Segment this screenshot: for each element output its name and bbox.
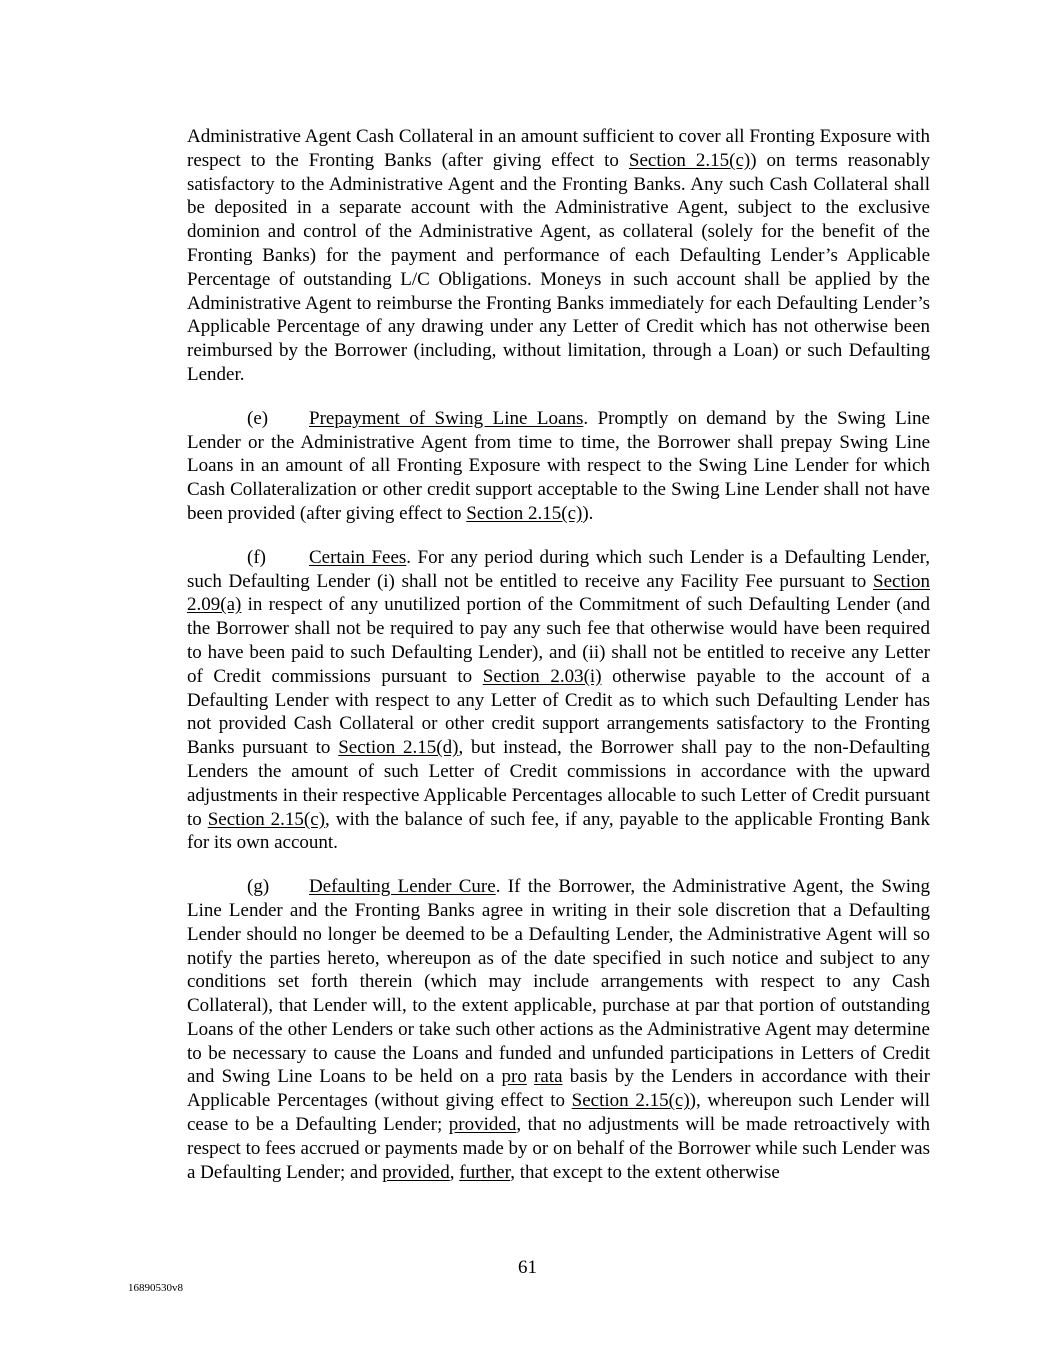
text-run: ) on terms reasonably satisfactory to the Administrative Agent and the Fronting Banks. Any such Cash Collateral shall be deposited in a separate account with the Administrative Agent, subject to the exclusive dominion and control of the Administrative Agent, as collateral (solely for the benefit of the Fronting Banks) for the payment and performance of each Defaulting Lender’s Applicable Percentage of outstanding L/C Obligations. Moneys in such account shall be applied by the Administrative Agent to reimburse the Fronting Banks immediately for each Defaulting Lender’s Applicable Percentage of any drawing under any Letter of Credit which has not otherwise been reimbursed by the Borrower (including, without limitation, through a Loan) or such Defaulting Lender.: [187, 149, 931, 385]
document-id: 16890530v8: [128, 1282, 183, 1294]
paragraph-label: (f): [247, 546, 266, 568]
section-reference: Section 2.15(d): [338, 737, 459, 759]
latin-term-pro: pro: [501, 1066, 527, 1088]
paragraph-heading: Prepayment of Swing Line Loans: [309, 407, 584, 429]
paragraph-label: (e): [247, 407, 269, 429]
section-reference: Section 2.09(a): [187, 570, 930, 616]
text-run: ).: [582, 502, 594, 524]
text-run: . Promptly on demand by the Swing Line Lender or the Administrative Agent from time to time, the Borrower shall prepay Swing Line Loans in an amount of all Fronting Exposure with respect to the Swing Line Lender for which Cash Collateralization or other credit support acceptable to the Swing Line Lender shall not have been provided (after giving effect to: [187, 407, 930, 524]
page-number: 61: [518, 1257, 537, 1278]
section-reference: Section 2.15(c): [628, 149, 751, 171]
text-run: in respect of any unutilized portion of the Commitment of such Defaulting Lender (and the Borrower shall not be required to pay any such fee that otherwise would have been required to have been paid to such Defaulting Lender), and (ii) shall not be entitled to receive any Letter of Credit commissions pursuant to: [187, 594, 930, 687]
text-run: [527, 1066, 534, 1087]
section-reference: Section 2.03(i): [482, 665, 602, 687]
paragraph-label: (g): [247, 876, 270, 898]
paragraph-heading: Defaulting Lender Cure: [309, 876, 496, 898]
latin-term-rata: rata: [534, 1066, 563, 1088]
text-run: , but instead, the Borrower shall pay to the non-Defaulting Lenders the amount of such Letter of Credit commissions in accordance with the upward adjustments in their respective Applicable Percentages allocable to such Letter of Credit pursuant to: [187, 737, 930, 830]
text-run: , that no adjustments will be made retroactively with respect to fees accrued or payments made by or on behalf of the Borrower while such Lender was a Defaulting Lender; and: [187, 1114, 930, 1183]
text-run: . If the Borrower, the Administrative Agent, the Swing Line Lender and the Fronting Banks agree in writing in their sole discretion that a Defaulting Lender should no longer be deemed to be a Defaulting Lender, the Administrative Agent will so notify the parties hereto, whereupon as of the date specified in such notice and subject to any conditions set forth therein (which may include arrangements with respect to any Cash Collateral), that Lender will, to the extent applicable, purchase at par that portion of outstanding Loans of the other Lenders or take such other actions as the Administrative Agent may determine to be necessary to cause the Loans and funded and unfunded participations in Letters of Credit and Swing Line Loans to be held on a: [187, 876, 931, 1088]
paragraph-e: [187, 407, 930, 526]
paragraph-d-continuation: [187, 125, 930, 387]
paragraph-g: [187, 875, 930, 1184]
paragraph-heading: Certain Fees: [309, 546, 407, 568]
section-reference: Section 2.15(c): [571, 1090, 690, 1112]
text-run: , that except to the extent otherwise: [510, 1161, 780, 1183]
text-run: basis by the Lenders in accordance with their Applicable Percentages (without giving effect to: [187, 1066, 931, 1112]
further-term: further: [459, 1161, 511, 1183]
text-run: ), whereupon such Lender will cease to be a Defaulting Lender;: [187, 1090, 930, 1136]
section-reference: Section 2.15(c): [466, 502, 583, 524]
provided-term: provided: [382, 1161, 450, 1183]
provided-term: provided: [448, 1114, 517, 1136]
paragraph-f: [187, 546, 930, 855]
text-run: ,: [449, 1161, 460, 1183]
document-body: [187, 125, 930, 1204]
text-run: , with the balance of such fee, if any, payable to the applicable Fronting Bank for its own account.: [187, 808, 931, 854]
section-reference: Section 2.15(c): [207, 808, 326, 830]
text-run: . For any period during which such Lender is a Defaulting Lender, such Defaulting Lender (i) shall not be entitled to receive any Facility Fee pursuant to: [187, 546, 930, 592]
text-run: otherwise payable to the account of a Defaulting Lender with respect to any Letter of Credit as to which such Defaulting Lender has not provided Cash Collateral or other credit support arrangements satisfactory to the Fronting Banks pursuant to: [187, 665, 930, 759]
text-run: Administrative Agent Cash Collateral in an amount sufficient to cover all Fronting Exposure with respect to the Fronting Banks (after giving effect to: [187, 126, 930, 171]
